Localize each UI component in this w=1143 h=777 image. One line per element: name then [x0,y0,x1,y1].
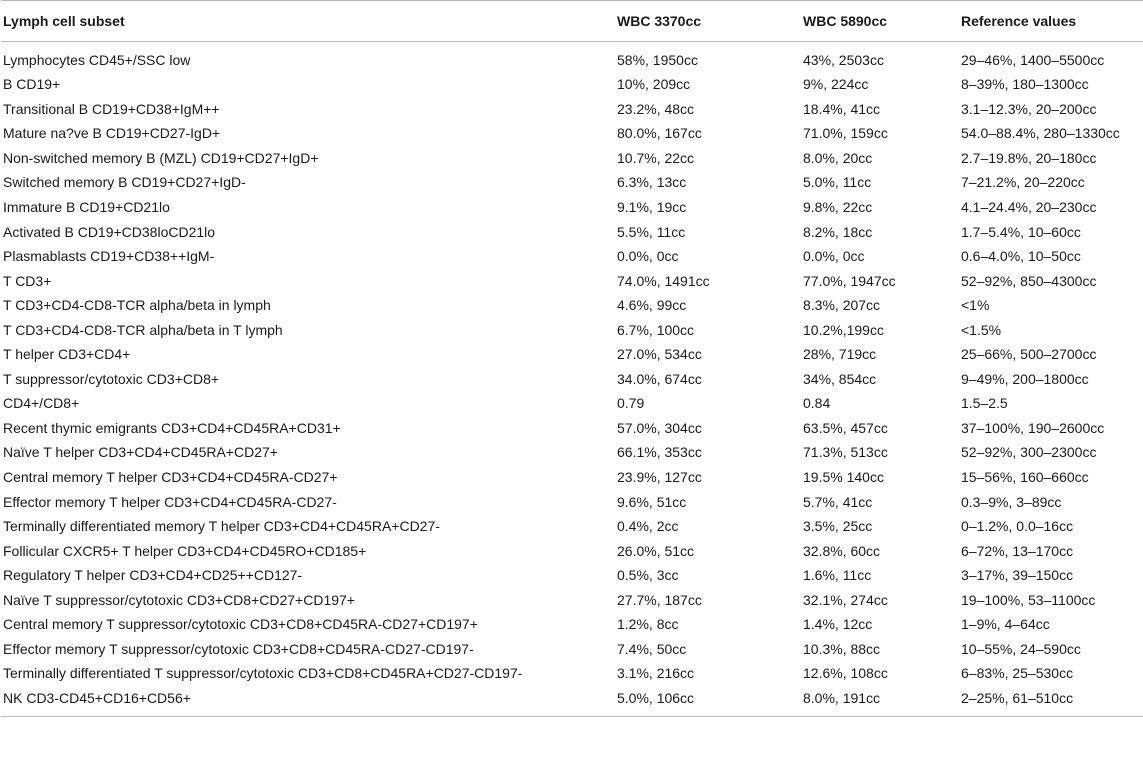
wbc-5890-cell: 18.4%, 41cc [803,100,881,117]
subset-cell: Transitional B CD19+CD38+IgM++ [3,100,220,117]
wbc-5890-cell: 34%, 854cc [803,370,877,387]
table-row [1,195,1143,220]
wbc-3370-cell: 0.5%, 3cc [617,567,679,584]
table-row [1,440,1143,465]
subset-cell: Terminally differentiated T suppressor/cytotoxic CD3+CD8+CD45RA+CD27-CD197- [3,665,523,682]
subset-cell: T CD3+CD4-CD8-TCR alpha/beta in lymph [3,297,271,314]
subset-cell: Immature B CD19+CD21lo [3,199,170,215]
subset-cell: Naïve T helper CD3+CD4+CD45RA+CD27+ [3,444,278,461]
table-row [1,219,1143,244]
reference-cell: 29–46%, 1400–5500cc [961,52,1105,68]
wbc-3370-cell: 0.79 [617,395,645,412]
table-row [1,538,1143,563]
reference-cell: 37–100%, 190–2600cc [961,419,1105,436]
wbc-3370-cell: 58%, 1950cc [617,52,698,68]
wbc-3370-cell: 23.2%, 48cc [617,100,695,117]
table-row [1,416,1143,441]
subset-cell: Central memory T suppressor/cytotoxic CD3+CD8+CD45RA-CD27+CD197+ [3,616,478,633]
header-wbc-5890: WBC 5890cc [803,1,961,42]
wbc-3370-cell: 1.2%, 8cc [617,616,679,633]
wbc-5890-cell: 8.2%, 18cc [803,223,873,240]
wbc-5890-cell: 77.0%, 1947cc [803,272,896,289]
subset-cell: Mature na?ve B CD19+CD27-IgD+ [3,125,221,142]
table-row [1,97,1143,122]
wbc-5890-cell: 19.5% 140cc [803,469,884,486]
reference-cell: 2–25%, 61–510cc [961,686,1143,717]
lymph-cell-subset-table [1,0,1143,717]
table-row [1,72,1143,97]
table-row [1,391,1143,416]
reference-cell: 1.5–2.5 [961,395,1008,412]
reference-cell: 0.3–9%, 3–89cc [961,493,1062,510]
table-row [1,587,1143,612]
subset-cell: Central memory T helper CD3+CD4+CD45RA-CD27+ [3,469,338,486]
subset-cell: Terminally differentiated memory T helper CD3+CD4+CD45RA+CD27- [3,518,440,535]
wbc-3370-cell: 66.1%, 353cc [617,444,702,461]
table-row [1,465,1143,490]
reference-cell: 0.6–4.0%, 10–50cc [961,248,1081,265]
wbc-3370-cell: 4.6%, 99cc [617,297,687,314]
wbc-3370-cell: 74.0%, 1491cc [617,272,710,289]
table-row [1,146,1143,171]
reference-cell: 3–17%, 39–150cc [961,567,1074,584]
reference-cell: 9–49%, 200–1800cc [961,370,1089,387]
wbc-5890-cell: 32.1%, 274cc [803,591,888,608]
table-body [1,42,1143,717]
table-row [1,367,1143,392]
header-lymph-cell-subset: Lymph cell subset [1,1,617,42]
wbc-3370-cell: 34.0%, 674cc [617,370,702,387]
wbc-3370-cell: 27.0%, 534cc [617,346,702,363]
table-row [1,612,1143,637]
wbc-5890-cell: 0.84 [803,395,831,412]
wbc-3370-cell: 26.0%, 51cc [617,542,695,559]
table-row [1,121,1143,146]
wbc-5890-cell: 8.3%, 207cc [803,297,881,314]
wbc-5890-cell: 9%, 224cc [803,76,869,93]
table-row [1,686,1143,717]
table-row [1,317,1143,342]
table-row [1,342,1143,367]
subset-cell: Effector memory T suppressor/cytotoxic CD3+CD8+CD45RA-CD27-CD197- [3,640,474,657]
table-row [1,661,1143,686]
wbc-3370-cell: 57.0%, 304cc [617,419,702,436]
table-row [1,244,1143,269]
reference-cell: 3.1–12.3%, 20–200cc [961,100,1097,117]
wbc-5890-cell: 71.3%, 513cc [803,444,888,461]
wbc-5890-cell: 8.0%, 20cc [803,149,873,166]
reference-cell: 8–39%, 180–1300cc [961,76,1089,93]
wbc-3370-cell: 23.9%, 127cc [617,469,702,486]
subset-cell: Lymphocytes CD45+/SSC low [3,52,191,68]
subset-cell: Plasmablasts CD19+CD38++IgM- [3,248,215,265]
wbc-5890-cell: 1.6%, 11cc [803,567,872,584]
table-row [1,563,1143,588]
reference-cell: 52–92%, 850–4300cc [961,272,1097,289]
subset-cell: Naïve T suppressor/cytotoxic CD3+CD8+CD27+CD197+ [3,591,355,608]
wbc-3370-cell: 27.7%, 187cc [617,591,702,608]
wbc-3370-cell: 9.1%, 19cc [617,199,687,215]
wbc-5890-cell: 9.8%, 22cc [803,199,873,215]
table-row [1,489,1143,514]
subset-cell: Regulatory T helper CD3+CD4+CD25++CD127- [3,567,303,584]
wbc-3370-cell: 6.7%, 100cc [617,321,695,338]
wbc-3370-cell: 5.0%, 106cc [617,686,803,717]
wbc-5890-cell: 71.0%, 159cc [803,125,888,142]
subset-cell: Activated B CD19+CD38loCD21lo [3,223,216,240]
subset-cell: CD4+/CD8+ [3,395,80,412]
wbc-5890-cell: 28%, 719cc [803,346,877,363]
wbc-5890-cell: 0.0%, 0cc [803,248,865,265]
reference-cell: 6–83%, 25–530cc [961,665,1074,682]
wbc-3370-cell: 9.6%, 51cc [617,493,687,510]
wbc-5890-cell: 1.4%, 12cc [803,616,873,633]
wbc-3370-cell: 3.1%, 216cc [617,665,695,682]
wbc-5890-cell: 43%, 2503cc [803,52,884,68]
subset-cell: T helper CD3+CD4+ [3,346,131,363]
wbc-5890-cell: 32.8%, 60cc [803,542,881,559]
wbc-3370-cell: 0.4%, 2cc [617,518,679,535]
wbc-5890-cell: 3.5%, 25cc [803,518,873,535]
wbc-3370-cell: 7.4%, 50cc [617,640,687,657]
table-row [1,637,1143,662]
header-reference-values: Reference values [961,1,1143,42]
subset-cell: T CD3+CD4-CD8-TCR alpha/beta in T lymph [3,321,283,338]
reference-cell: 2.7–19.8%, 20–180cc [961,149,1097,166]
subset-cell: Follicular CXCR5+ T helper CD3+CD4+CD45RO+CD185+ [3,542,367,559]
wbc-3370-cell: 5.5%, 11cc [617,223,686,240]
reference-cell: 6–72%, 13–170cc [961,542,1074,559]
reference-cell: <1.5% [961,321,1002,338]
subset-cell: Non-switched memory B (MZL) CD19+CD27+IgD+ [3,149,319,166]
subset-cell: T CD3+ [3,272,52,289]
wbc-5890-cell: 12.6%, 108cc [803,665,888,682]
wbc-5890-cell: 5.7%, 41cc [803,493,873,510]
wbc-5890-cell: 8.0%, 191cc [803,686,961,717]
wbc-3370-cell: 10%, 209cc [617,76,691,93]
table-row [1,514,1143,539]
table-row [1,42,1143,73]
table-row [1,170,1143,195]
subset-cell: NK CD3-CD45+CD16+CD56+ [1,686,617,717]
reference-cell: 15–56%, 160–660cc [961,469,1089,486]
reference-cell: 4.1–24.4%, 20–230cc [961,199,1097,215]
wbc-3370-cell: 10.7%, 22cc [617,149,695,166]
subset-cell: T suppressor/cytotoxic CD3+CD8+ [3,370,220,387]
subset-cell: Switched memory B CD19+CD27+IgD- [3,174,246,191]
reference-cell: 25–66%, 500–2700cc [961,346,1097,363]
reference-cell: 52–92%, 300–2300cc [961,444,1097,461]
reference-cell: 54.0–88.4%, 280–1330cc [961,125,1120,142]
subset-cell: Recent thymic emigrants CD3+CD4+CD45RA+CD31+ [3,419,341,436]
wbc-5890-cell: 10.3%, 88cc [803,640,881,657]
header-wbc-3370: WBC 3370cc [617,1,803,42]
reference-cell: 0–1.2%, 0.0–16cc [961,518,1074,535]
reference-cell: 1.7–5.4%, 10–60cc [961,223,1081,240]
wbc-3370-cell: 80.0%, 167cc [617,125,702,142]
wbc-3370-cell: 6.3%, 13cc [617,174,687,191]
wbc-5890-cell: 63.5%, 457cc [803,419,888,436]
table-row [1,293,1143,318]
reference-cell: 7–21.2%, 20–220cc [961,174,1085,191]
reference-cell: 1–9%, 4–64cc [961,616,1050,633]
wbc-3370-cell: 0.0%, 0cc [617,248,679,265]
header-row [1,1,1143,42]
reference-cell: 10–55%, 24–590cc [961,640,1081,657]
table-row [1,268,1143,293]
reference-cell: 19–100%, 53–1100cc [961,591,1096,608]
subset-cell: B CD19+ [3,76,61,93]
reference-cell: <1% [961,297,990,314]
wbc-5890-cell: 10.2%,199cc [803,321,884,338]
wbc-5890-cell: 5.0%, 11cc [803,174,872,191]
subset-cell: Effector memory T helper CD3+CD4+CD45RA-CD27- [3,493,337,510]
table-header [1,1,1143,42]
